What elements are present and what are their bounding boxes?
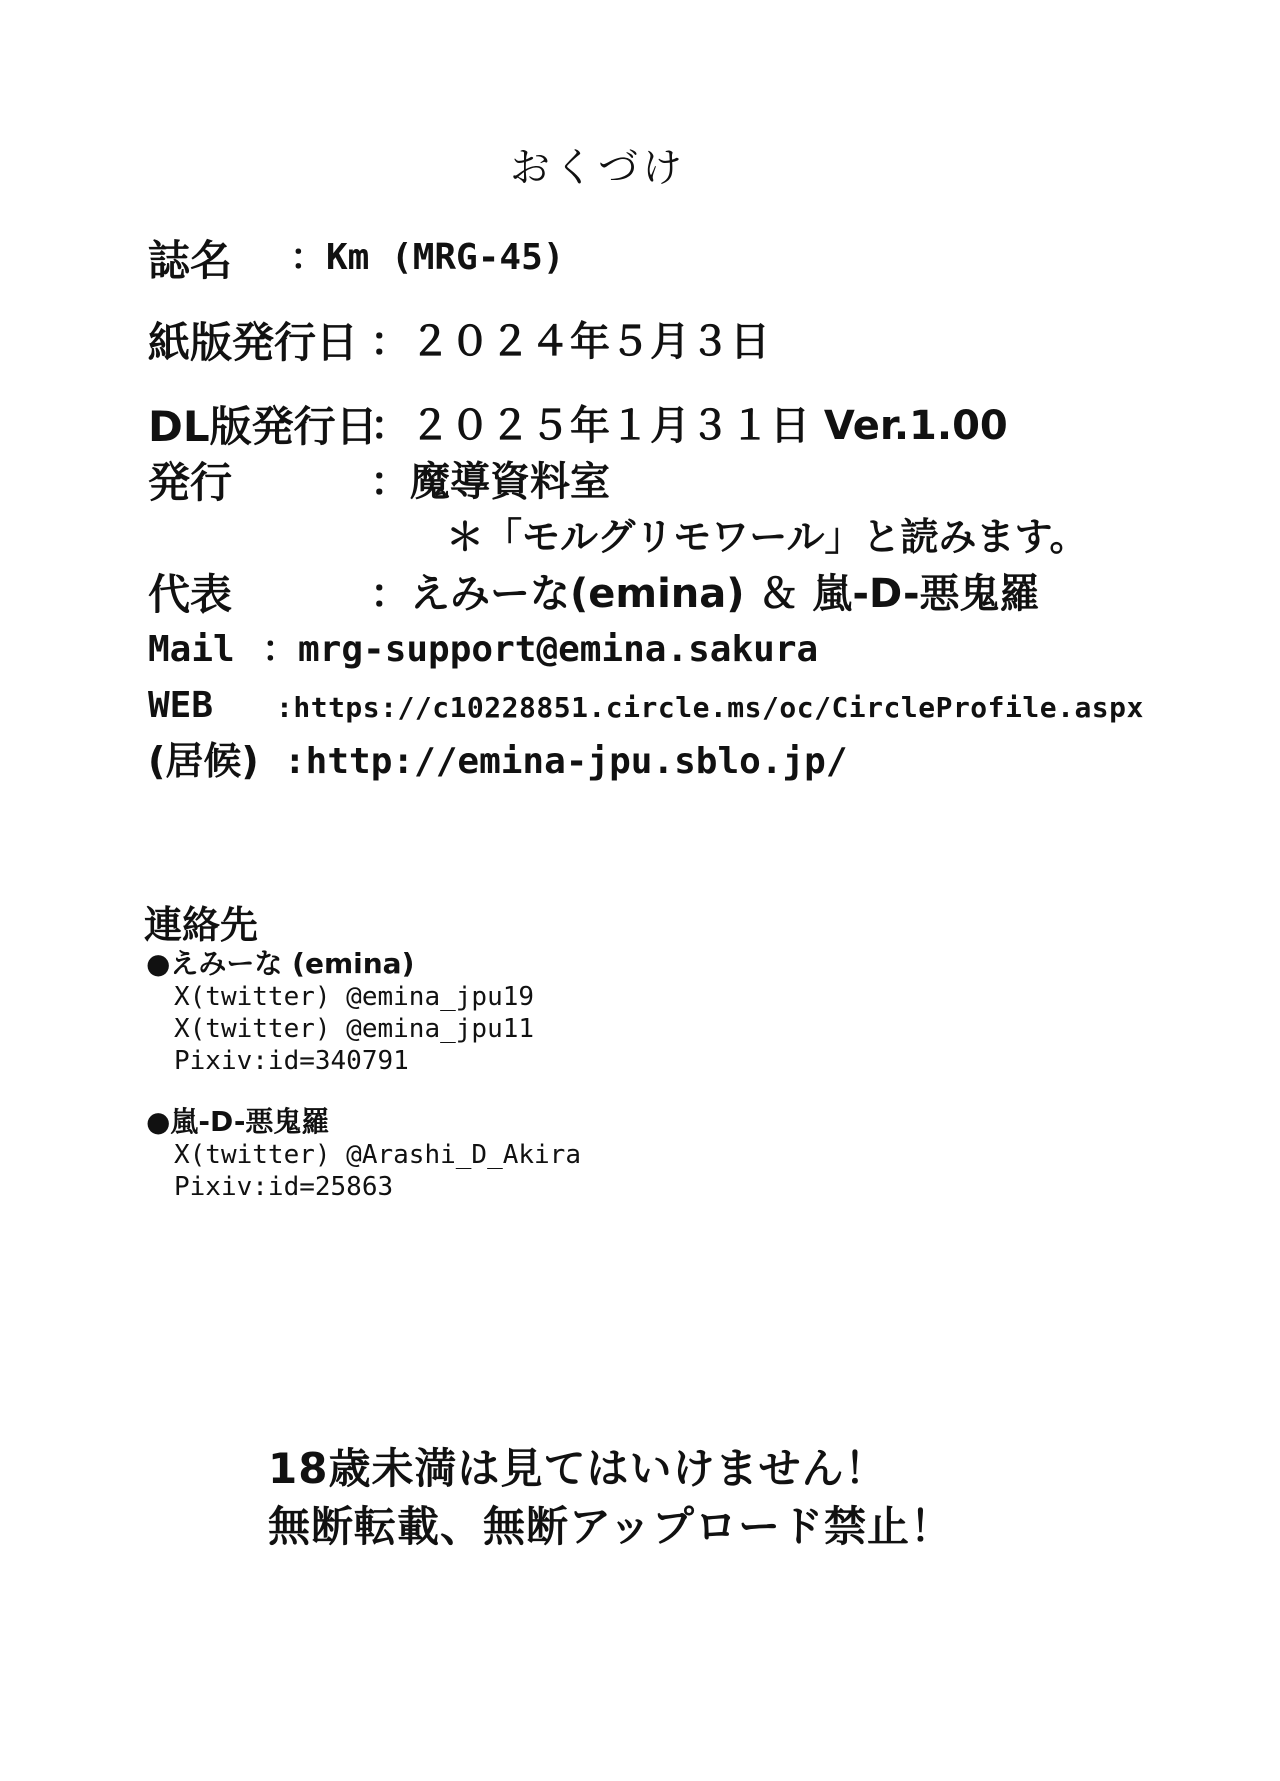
reupload-warning: 無断転載、無断アップロード禁止！ xyxy=(268,1502,954,1551)
contact-line: X(twitter) @Arashi_D_Akira xyxy=(174,1140,581,1170)
publisher-value: ：魔導資料室 xyxy=(370,459,610,505)
contact-line: X(twitter) @emina_jpu19 xyxy=(174,982,535,1012)
mail-label: Mail xyxy=(148,629,235,670)
title-value: ：Km (MRG-45) xyxy=(290,237,565,278)
publisher-label: 発行 xyxy=(148,458,233,507)
home-label: (居候) xyxy=(148,739,259,783)
representative-value: ：えみーな(emina) ＆ 嵐-D-悪鬼羅 xyxy=(370,571,1040,617)
contacts-heading: 連絡先 xyxy=(144,903,259,947)
age-warning: 18歳未満は見てはいけません！ xyxy=(268,1444,888,1493)
contact-person-name: ●えみーな (emina) xyxy=(146,947,415,980)
representative-label: 代表 xyxy=(148,570,233,619)
contact-line: X(twitter) @emina_jpu11 xyxy=(174,1014,535,1044)
dl-date-value: ：２０２５年１月３１日 Ver.1.00 xyxy=(370,403,1008,449)
reading-note: ＊「モルグリモワール」と読みます。 xyxy=(446,514,1088,559)
contact-line: Pixiv:id=340791 xyxy=(174,1046,409,1076)
web-value: :https://c10228851.circle.ms/oc/CircleProfile.aspx xyxy=(276,691,1144,724)
page-title: おくづけ xyxy=(510,145,686,191)
contact-person-name: ●嵐-D-悪鬼羅 xyxy=(146,1105,330,1138)
print-date-label: 紙版発行日 xyxy=(148,318,359,367)
home-value: :http://emina-jpu.sblo.jp/ xyxy=(284,741,848,782)
mail-value: ：mrg-support@emina.sakura xyxy=(262,629,819,670)
contact-line: Pixiv:id=25863 xyxy=(174,1172,394,1202)
title-label: 誌名 xyxy=(148,236,233,285)
dl-date-label: DL版発行日 xyxy=(148,402,378,451)
print-date-value: ：２０２４年５月３日 xyxy=(370,319,770,365)
web-label: WEB xyxy=(148,685,214,726)
